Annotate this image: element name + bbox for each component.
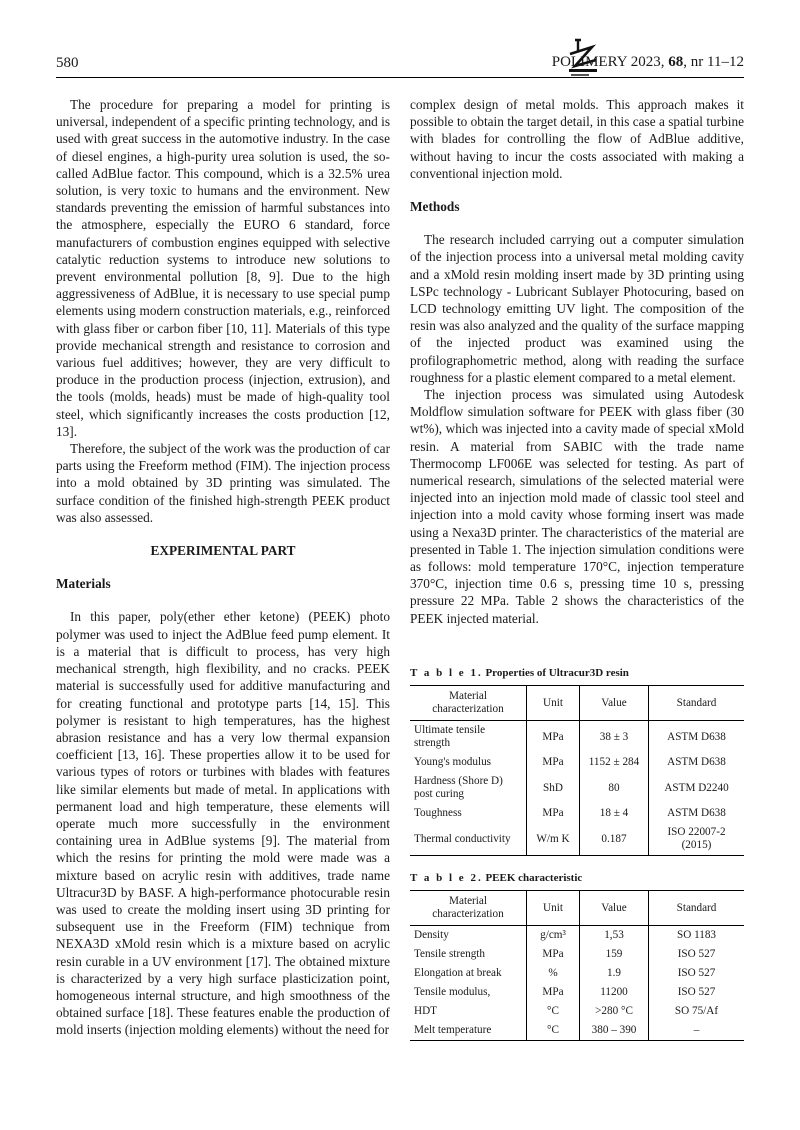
table-cell: 159 (580, 945, 649, 964)
table-cell: ShD (527, 772, 580, 804)
table-cell: ISO 527 (649, 983, 745, 1002)
table-cell: Thermal conductivity (410, 823, 527, 856)
table2-peek-characteristic (410, 890, 744, 1041)
table-row (410, 823, 744, 856)
table-row (410, 804, 744, 823)
page-header (56, 38, 744, 78)
table-cell: 11200 (580, 983, 649, 1002)
table2-caption: T a b l e 2. PEEK characteristic (410, 872, 583, 885)
table-header-cell: Material characterization (410, 891, 527, 926)
right-column (410, 96, 744, 1041)
table-cell: Ultimate tensile strength (414, 724, 486, 750)
table-row (410, 1002, 744, 1021)
header-divider (56, 77, 744, 78)
table-cell: ASTM D638 (649, 804, 745, 823)
journal-citation (552, 54, 744, 71)
subsection-title-materials: Materials (56, 576, 111, 592)
table-cell: 18 ± 4 (580, 804, 649, 823)
journal-name: POLIMERY 2023, (551, 54, 669, 70)
intro-paragraph-1: The procedure for preparing a model for printing is universal, independent of a specific printing technology, and is used with great success in the automotive industry. In the case of diesel engines, a high-purity urea solution is used, the so-called AdBlue factor. This compound, which is a 32.5% urea solution, is very toxic to humans and the environment. New standards preventing the emission of harmful substances into the atmosphere, especially the EURO 6 standard, force manufacturers of combustion engines equipped with selective catalytic reduction systems to introduce new solutions to prevent environmental pollution [8, 9]. Due to the high aggressiveness of AdBlue, it is necessary to use special pump elements using modern construction materials, e.g., reinforced with glass fiber or carbon fiber [10, 11]. Materials of this type provide mechanical strength and resistance to corrosion and various fuel additives; however, they are very difficult to produce in the production process (injection, extrusion), and the tools (molds, heads) must be made of high-quality tool steel, which significantly increases the costs production [12, 13]. (56, 97, 390, 439)
table-row (410, 1021, 744, 1041)
table-cell: Melt temperature (410, 1021, 527, 1041)
table-cell: % (527, 964, 580, 983)
table-cell: 1,53 (580, 926, 649, 946)
materials-paragraph: In this paper, poly(ether ether ketone) (PEEK) photo polymer was used to inject the AdBlue feed pump element. It is a material that is difficult to process, has very high mechanical strength, high flexibility, and no cracks. PEEK material is successfully used for additive manufacturing and for creating functional and prototype parts [14, 15]. This polymer is resistant to high temperatures, has the highest abrasion resistance and has a very low thermal expansion coefficient [13, 16]. These properties allow it to be used for various types of rotors or turbines with blades with features like similar elements but made of metal. In applications with permanent load and high temperature, these elements will operate much more successfully in the environment containing urea in AdBlue systems [9]. The material from which the resins for printing the mold were made was a mixture based on acrylic resin with additives, trade name Ultracur3D by BASF. A high-performance photocurable resin was used to create the molding insert using 3D printing for subsequent use in the Freeform (FIM) technique from NEXA3D xMold resin which is a mixture based on acrylic resin curable in a UV environment [17]. The obtained mixture is characterized by a very high surface plasticization point, homogeneous internal structure, and high smoothness of the obtained surface [18]. These features enable the production of mold inserts (injection molding elements) without the need for (56, 609, 390, 1038)
table-cell: Tensile strength (414, 948, 485, 961)
table-cell: 80 (580, 772, 649, 804)
table-cell: Toughness (414, 807, 462, 820)
table-cell: – (649, 1021, 745, 1041)
left-column (56, 96, 390, 1039)
table-cell: HDT (414, 1005, 437, 1018)
table-cell: SO 75/Af (649, 1002, 745, 1021)
table-cell: 1152 ± 284 (580, 753, 649, 772)
table-cell: 1.9 (580, 964, 649, 983)
table-cell: 38 ± 3 (580, 721, 649, 754)
table-row (410, 983, 744, 1002)
journal-volume: 68 (668, 54, 684, 70)
table-row (410, 721, 744, 754)
table-header-cell: Value (580, 686, 649, 721)
section-title-experimental: EXPERIMENTAL PART (150, 543, 296, 559)
table-cell: W/m K (527, 823, 580, 856)
table-cell: MPa (527, 983, 580, 1002)
table-cell: MPa (527, 804, 580, 823)
journal-issue: , nr 11–12 (683, 54, 744, 70)
table-cell: g/cm³ (527, 926, 580, 946)
table-cell: SO 1183 (649, 926, 745, 946)
table-cell: Density (414, 929, 449, 942)
table-cell: °C (527, 1021, 580, 1041)
table-cell: ASTM D2240 (649, 772, 745, 804)
table-header-cell: Value (580, 891, 649, 926)
table-header-cell: Standard (649, 891, 745, 926)
continued-paragraph: complex design of metal molds. This approach makes it possible to obtain the target detail, in this case a spatial turbine with blades for controlling the flow of AdBlue additive, without having to incur the costs associated with making a conventional injection mold. (410, 97, 744, 181)
table-cell: ISO 527 (649, 945, 745, 964)
table-row (410, 926, 744, 946)
table-header-cell: Unit (527, 891, 580, 926)
table-row (410, 753, 744, 772)
table-cell: Young's modulus (414, 756, 492, 769)
intro-paragraph-2: Therefore, the subject of the work was the production of car parts using the Freeform method (FIM). The injection process into a mold obtained by 3D printing was simulated. The surface condition of the finished high-strength PEEK product was also assessed. (56, 441, 390, 525)
methods-paragraph-2: The injection process was simulated using Autodesk Moldflow simulation software for PEEK with glass fiber (30 wt%), which was injected into a cavity made of special xMold resin. A material from SABIC with the trade name Thermocomp LF006E was selected for testing. As part of numerical research, simulations of the selected material were injected into an injection mold made of classic tool steel and injection into a mold cavity whose forming insert was made using a Nexa3D printer. The characteristics of the material are presented in Table 1. The injection simulation conditions were as follows: mold temperature 170°C, injection temperature 370°C, injection time 0.6 s, pressing time 10 s, pressing pressure 22 MPa. Table 2 shows the characteristics of the PEEK injected material. (410, 387, 744, 626)
table-cell: 0.187 (580, 823, 649, 856)
table-cell: Hardness (Shore D) post curing (414, 775, 503, 801)
table-header-cell: Unit (527, 686, 580, 721)
table-row (410, 772, 744, 804)
table-header-cell: Material characterization (410, 686, 527, 721)
table-row (410, 945, 744, 964)
table-cell: °C (527, 1002, 580, 1021)
table-cell: ASTM D638 (649, 721, 745, 754)
table-header-cell: Standard (649, 686, 745, 721)
table-cell: ASTM D638 (649, 753, 745, 772)
table-cell: ISO 527 (649, 964, 745, 983)
subsection-title-methods: Methods (410, 199, 460, 215)
table-cell: 380 – 390 (580, 1021, 649, 1041)
table-cell: >280 °C (580, 1002, 649, 1021)
table-row (410, 964, 744, 983)
table-cell: Tensile modulus, (414, 986, 491, 999)
table1-ultracur3d-properties (410, 685, 744, 856)
table-cell: Elongation at break (414, 967, 502, 980)
table-cell: MPa (527, 721, 580, 754)
methods-paragraph-1: The research included carrying out a computer simulation of the injection process into a universal metal molding cavity and a xMold resin molding insert made by 3D printing using LSPc technology - Lubricant Sublayer Photocuring, based on LCD technology emitting UV light. The composition of the resin was also analyzed and the quality of the surface mapping of the injected product was examined using the profilographometric method, along with reading the surface roughness for a plastic element compared to a metal element. (410, 232, 744, 385)
table-cell: ISO 22007-2 (2015) (649, 823, 745, 856)
table-cell: MPa (527, 945, 580, 964)
table1-caption: T a b l e 1. Properties of Ultracur3D resin (410, 666, 629, 679)
table-cell: MPa (527, 753, 580, 772)
page-number: 580 (56, 55, 79, 71)
